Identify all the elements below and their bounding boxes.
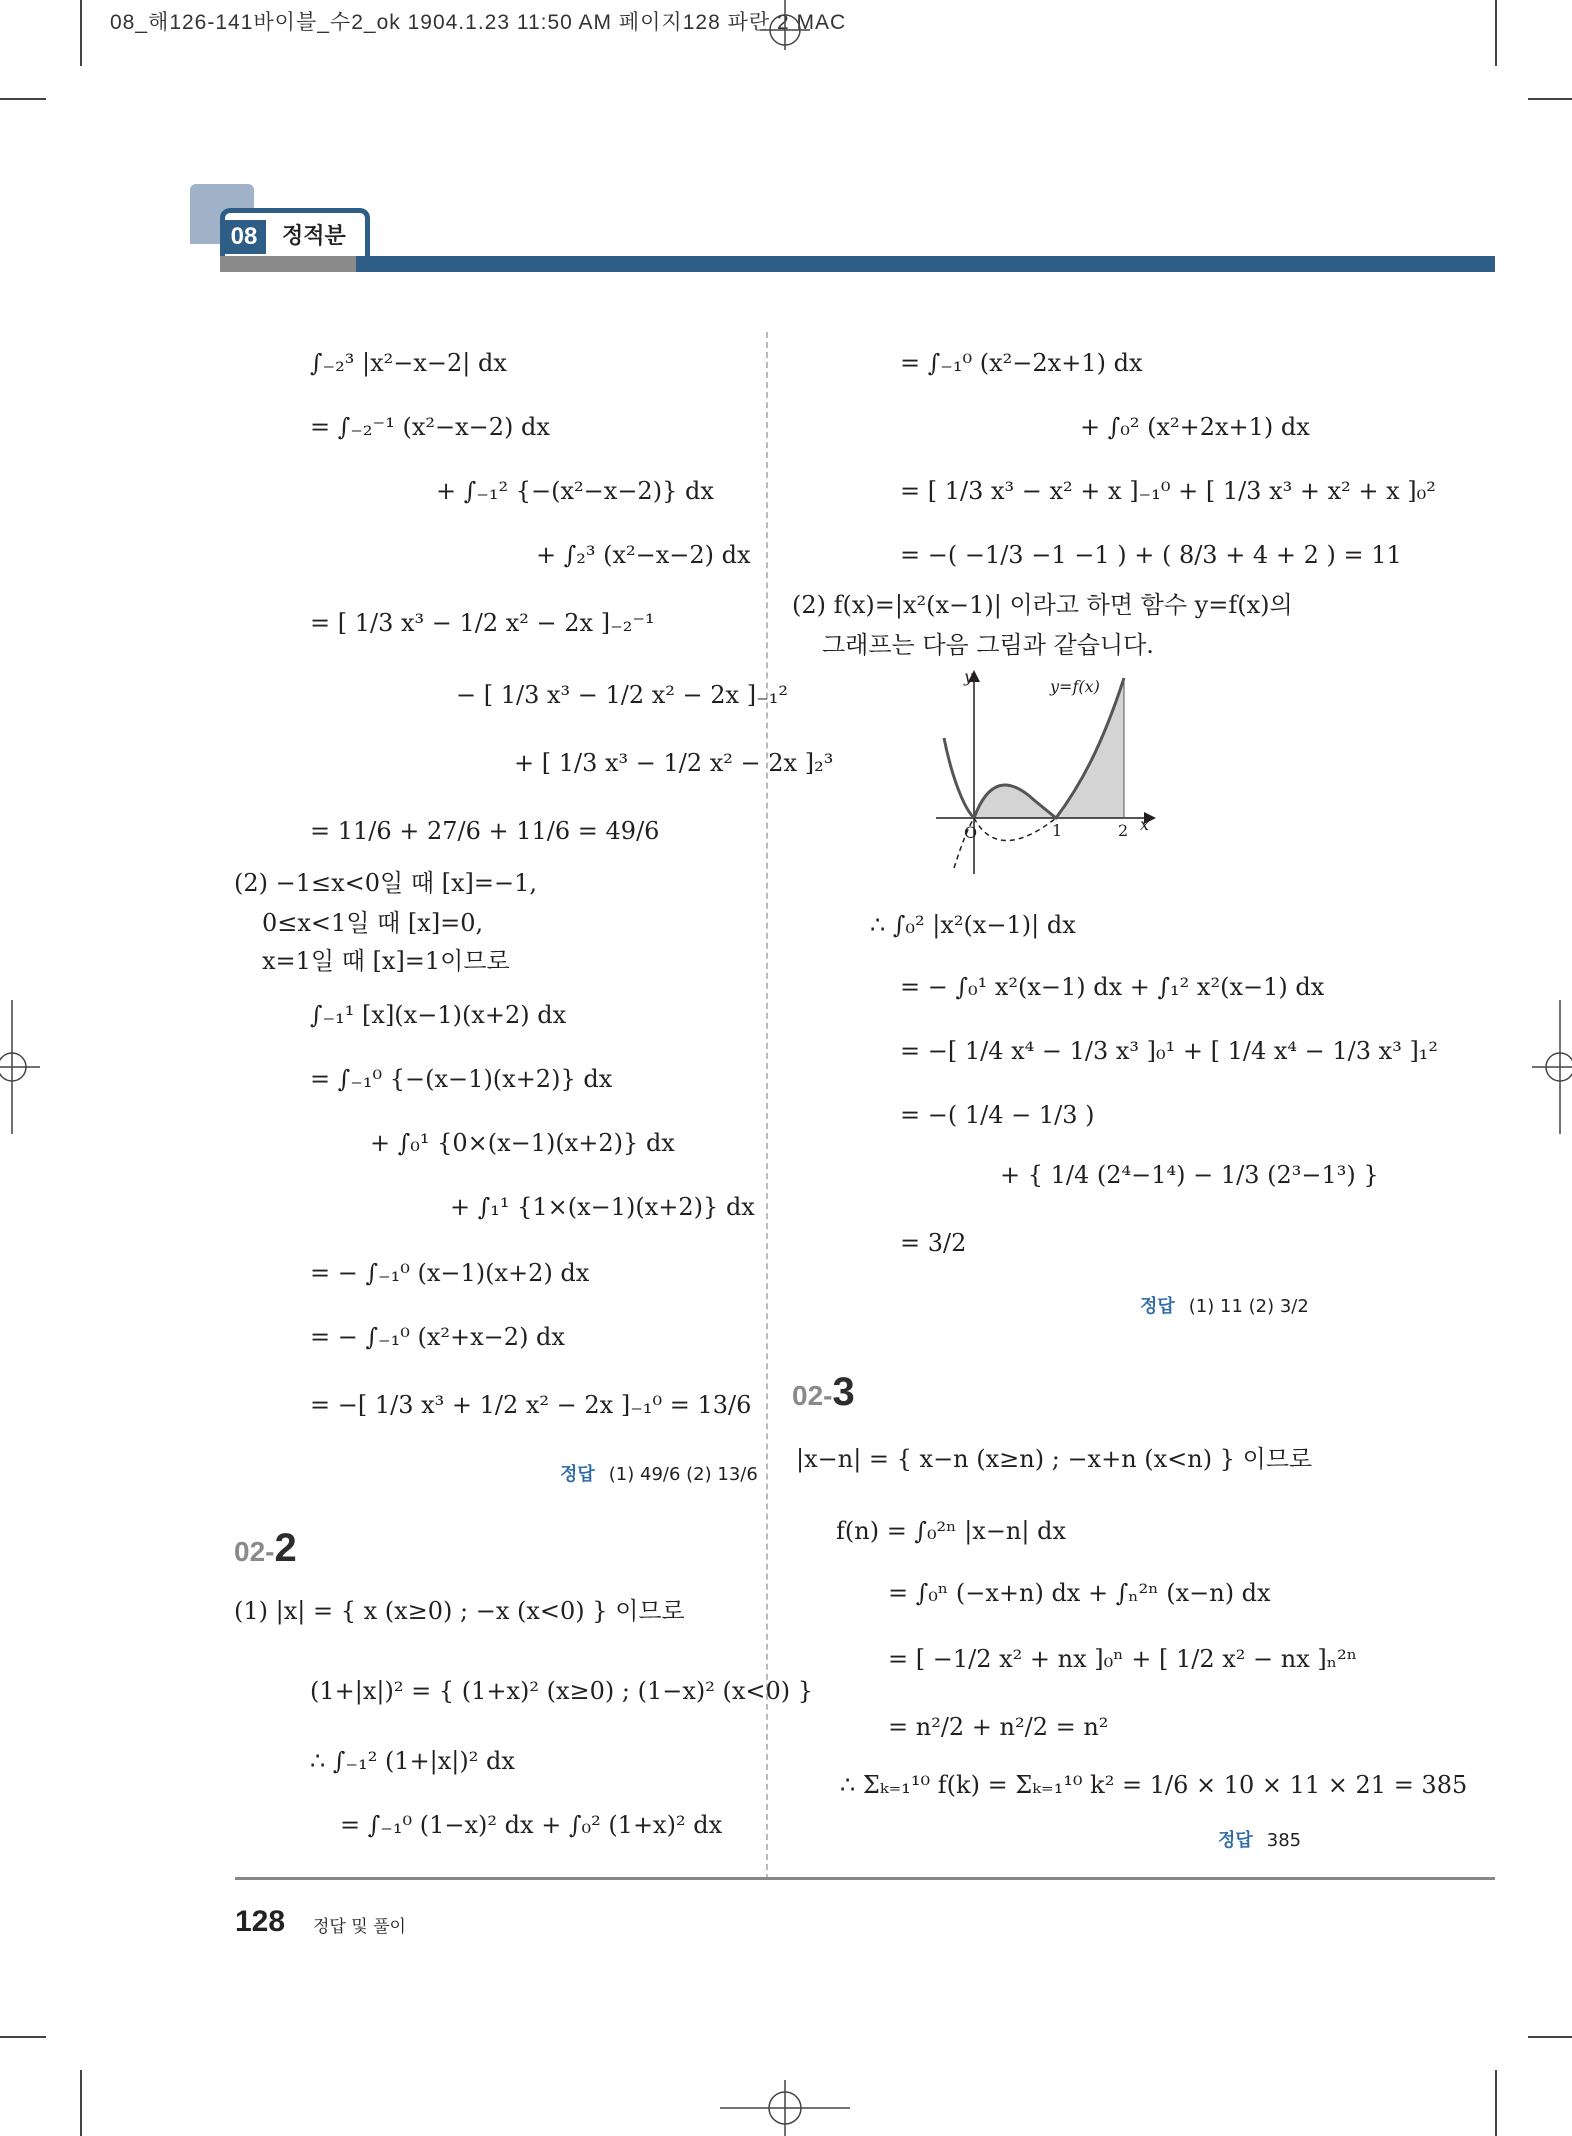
math-line: = ∫₀ⁿ (−x+n) dx + ∫ₙ²ⁿ (x−n) dx (888, 1579, 1271, 1607)
chapter-number: 08 (222, 220, 266, 254)
math-line: = −( −1/3 −1 −1 ) + ( 8/3 + 4 + 2 ) = 11 (900, 541, 1402, 569)
math-line: + ∫₀¹ {0×(x−1)(x+2)} dx (370, 1129, 675, 1157)
math-line: ∫₋₁¹ [x](x−1)(x+2) dx (310, 1001, 567, 1029)
origin-label: O (964, 823, 978, 842)
answer-tag: 정답 (1218, 1830, 1253, 1851)
crop-mark (1528, 2036, 1572, 2038)
math-line: ∴ ∫₋₁² (1+|x|)² dx (310, 1747, 515, 1775)
tick-label-2: 2 (1118, 821, 1129, 840)
math-line: = −[ 1/4 x⁴ − 1/3 x³ ]₀¹ + [ 1/4 x⁴ − 1/3 x³ ]₁² (900, 1037, 1439, 1065)
math-line: ∫₋₂³ |x²−x−2| dx (310, 349, 507, 377)
crop-mark (80, 2070, 82, 2136)
chapter-rule (350, 256, 1495, 272)
answer-text: (1) 49/6 (2) 13/6 (608, 1464, 758, 1485)
registration-mark-bottom (720, 2080, 850, 2136)
crop-mark (1495, 2070, 1497, 2136)
math-line: + [ 1/3 x³ − 1/2 x² − 2x ]₂³ (514, 749, 834, 777)
column-divider (766, 332, 768, 1880)
answer-line (1218, 1826, 1301, 1852)
tick-label-1: 1 (1052, 821, 1063, 840)
math-line: = ∫₋₁⁰ (x²−2x+1) dx (900, 349, 1143, 377)
answer-text: 385 (1266, 1830, 1302, 1851)
math-line: + ∫₁¹ {1×(x−1)(x+2)} dx (450, 1193, 755, 1221)
chapter-title: 정적분 (282, 224, 346, 249)
print-header: 08_해126-141바이블_수2_ok 1904.1.23 11:50 AM 페이지128 파란 2 MAC (110, 11, 847, 34)
answer-line (560, 1460, 758, 1486)
math-line: = −( 1/4 − 1/3 ) (900, 1101, 1095, 1129)
chapter-rule-gray (220, 256, 356, 272)
text-line: (2) f(x)=|x²(x−1)| 이라고 하면 함수 y=f(x)의 (792, 591, 1293, 619)
registration-mark-left (0, 1000, 40, 1134)
math-line: + { 1/4 (2⁴−1⁴) − 1/3 (2³−1³) } (1000, 1161, 1379, 1189)
crop-mark (80, 0, 82, 66)
text-line: x=1일 때 [x]=1이므로 (262, 947, 510, 975)
crop-mark (1495, 0, 1497, 66)
math-line: = [ 1/3 x³ − 1/2 x² − 2x ]₋₂⁻¹ (310, 609, 655, 637)
registration-mark-right (1532, 1000, 1572, 1134)
math-line: = − ∫₋₁⁰ (x−1)(x+2) dx (310, 1259, 590, 1287)
math-line: = ∫₋₁⁰ {−(x−1)(x+2)} dx (310, 1065, 613, 1093)
answer-line (1140, 1292, 1309, 1318)
math-line: = − ∫₋₁⁰ (x²+x−2) dx (310, 1323, 565, 1351)
registration-mark-top (760, 0, 810, 50)
function-graph (930, 668, 1170, 878)
shaded-area (1056, 678, 1124, 818)
math-line: + ∫₂³ (x²−x−2) dx (536, 541, 751, 569)
text-line: (2) −1≤x<0일 때 [x]=−1, (234, 869, 538, 897)
text-line: (1) |x| = { x (x≥0) ; −x (x<0) } 이므로 (234, 1597, 685, 1625)
text-line: 0≤x<1일 때 [x]=0, (262, 909, 484, 937)
crop-mark (0, 98, 46, 100)
math-line: = − ∫₀¹ x²(x−1) dx + ∫₁² x²(x−1) dx (900, 973, 1325, 1001)
curve-label: y=f(x) (1050, 677, 1100, 696)
answer-tag: 정답 (560, 1464, 595, 1485)
math-line: ∴ Σₖ₌₁¹⁰ f(k) = Σₖ₌₁¹⁰ k² = 1/6 × 10 × 11 × 21 = 385 (840, 1771, 1468, 1799)
problem-label: 02-3 (792, 1370, 855, 1414)
text-line: 그래프는 다음 그림과 같습니다. (822, 631, 1154, 659)
math-line: = 3/2 (900, 1229, 967, 1257)
x-axis-label: x (1140, 815, 1150, 834)
math-line: = n²/2 + n²/2 = n² (888, 1713, 1109, 1741)
math-line: − [ 1/3 x³ − 1/2 x² − 2x ]₋₁² (456, 681, 788, 709)
footer-title: 정답 및 풀이 (313, 1917, 406, 1937)
math-line: = [ −1/2 x² + nx ]₀ⁿ + [ 1/2 x² − nx ]ₙ²ⁿ (888, 1645, 1358, 1673)
math-line: = −[ 1/3 x³ + 1/2 x² − 2x ]₋₁⁰ = 13/6 (310, 1391, 752, 1419)
shaded-area (974, 785, 1056, 818)
math-line: = ∫₋₁⁰ (1−x)² dx + ∫₀² (1+x)² dx (340, 1811, 723, 1839)
math-line: = 11/6 + 27/6 + 11/6 = 49/6 (310, 817, 660, 845)
crop-mark (1528, 98, 1572, 100)
math-line: |x−n| = { x−n (x≥n) ; −x+n (x<n) } 이므로 (796, 1445, 1313, 1473)
answer-tag: 정답 (1140, 1296, 1175, 1317)
math-line: = [ 1/3 x³ − x² + x ]₋₁⁰ + [ 1/3 x³ + x² + x ]₀² (900, 477, 1436, 505)
page-number: 128 (235, 1905, 286, 1938)
y-axis-label: y (964, 668, 974, 686)
math-line: + ∫₋₁² {−(x²−x−2)} dx (436, 477, 714, 505)
math-line: + ∫₀² (x²+2x+1) dx (1080, 413, 1310, 441)
math-line: ∴ ∫₀² |x²(x−1)| dx (870, 911, 1076, 939)
math-line: (1+|x|)² = { (1+x)² (x≥0) ; (1−x)² (x<0) } (310, 1677, 814, 1705)
math-line: = ∫₋₂⁻¹ (x²−x−2) dx (310, 413, 550, 441)
problem-label: 02-2 (234, 1526, 297, 1570)
math-line: f(n) = ∫₀²ⁿ |x−n| dx (836, 1517, 1066, 1545)
footer-rule (235, 1877, 1495, 1880)
answer-text: (1) 11 (2) 3/2 (1188, 1296, 1309, 1317)
crop-mark (0, 2036, 46, 2038)
